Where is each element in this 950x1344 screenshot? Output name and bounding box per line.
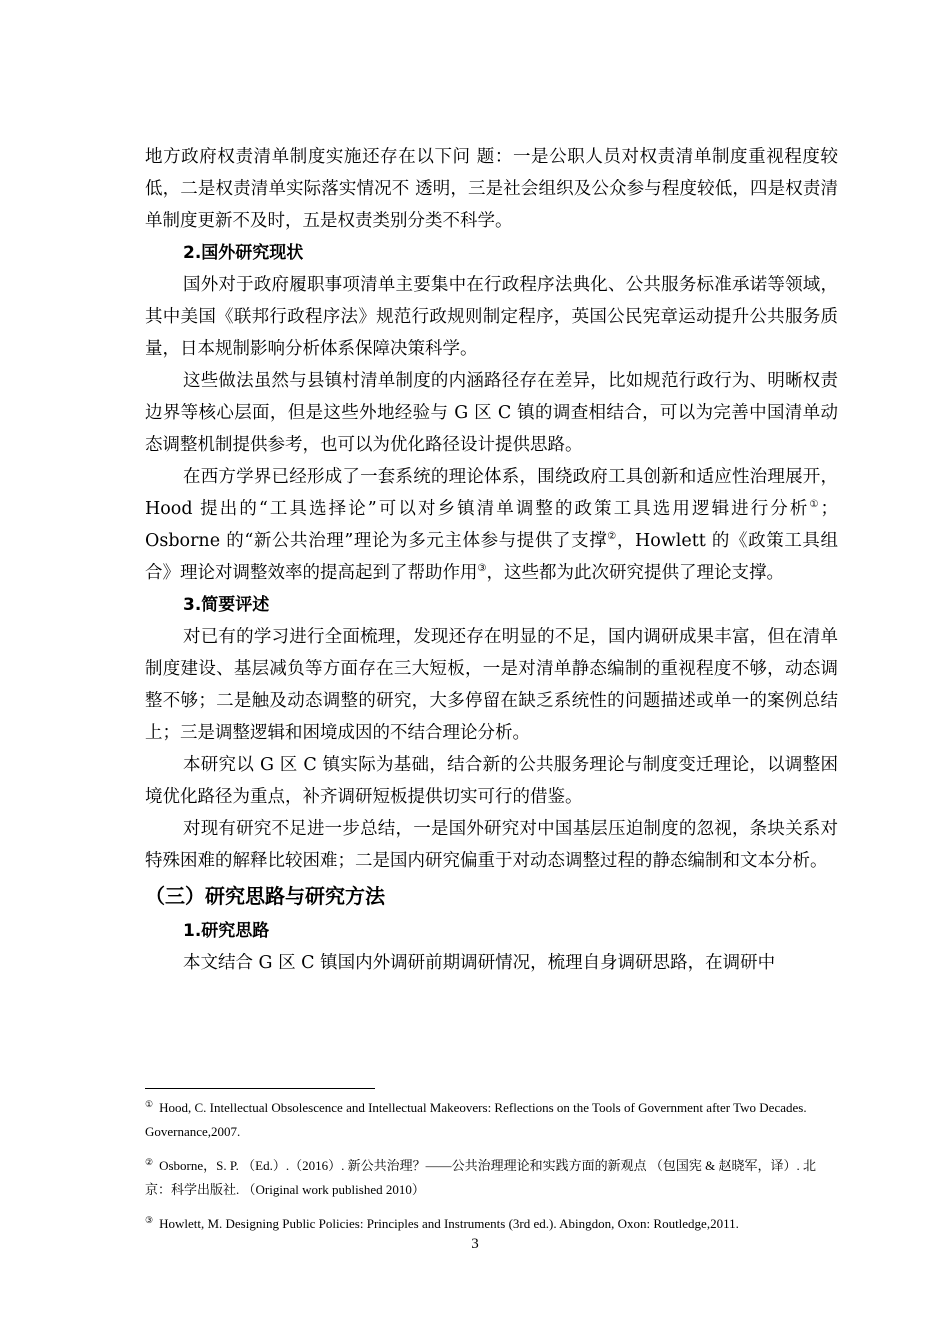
footnote-separator	[145, 1088, 375, 1089]
paragraph: 地方政府权责清单制度实施还存在以下问 题：一是公职人员对权责清单制度重视程度较低，二是权责清单实际落实情况不 透明，三是社会组织及公众参与程度较低，四是权责清单制度更新不及时，五是权责类别分类不科学。	[145, 147, 838, 231]
footnote-mark: ②	[145, 1156, 154, 1167]
footnote-mark: ①	[145, 1098, 154, 1109]
paragraph-with-footnotes	[145, 461, 838, 589]
heading-foreign-research: 2.国外研究现状	[183, 243, 304, 263]
text-run: ，Howlett 的《政策工具组合》理论对调整效率的提高起到了帮助作用	[145, 531, 839, 583]
paragraph: 这些做法虽然与县镇村清单制度的内涵路径存在差异，比如规范行政行为、明晰权责边界等核心层面，但是这些外地经验与 G 区 C 镇的调查相结合，可以为完善中国清单动态调整机制提供参考，也可以为优化路径设计提供思路。	[145, 371, 838, 455]
footnote-1	[145, 1096, 838, 1144]
footnote-ref-2[interactable]: ②	[607, 531, 617, 543]
heading-section-3: （三）研究思路与研究方法	[145, 884, 385, 908]
page-number: 3	[471, 1236, 479, 1252]
footnote-text: Osborne，S. P. （Ed.）.（2016）. 新公共治理？——公共治理理论和实践方面的新观点 （包国宪 & 赵晓军，译）. 北京：科学出版社. （Original work published 2010）	[145, 1158, 816, 1197]
body-text	[145, 141, 838, 979]
footnote-text: Hood, C. Intellectual Obsolescence and Intellectual Makeovers: Reflections on the Tools of Government after Two Decades. Governance,2007.	[145, 1100, 807, 1139]
footnote-2	[145, 1154, 838, 1202]
footnotes	[145, 1096, 838, 1246]
paragraph: 国外对于政府履职事项清单主要集中在行政程序法典化、公共服务标准承诺等领域，其中美国《联邦行政程序法》规范行政规则制定程序，英国公民宪章运动提升公共服务质量，日本规制影响分析体系保障决策科学。	[145, 275, 838, 359]
text-run: ；Osborne 的“新公共治理”理论为多元主体参与提供了支撑	[145, 499, 838, 551]
footnote-3	[145, 1212, 838, 1236]
heading-research-idea: 1.研究思路	[183, 921, 270, 941]
text-run: 在西方学界已经形成了一套系统的理论体系，围绕政府工具创新和适应性治理展开，Hood 提出的“工具选择论”可以对乡镇清单调整的政策工具选用逻辑进行分析	[145, 467, 838, 519]
footnote-ref-1[interactable]: ①	[809, 499, 821, 511]
text-run: ，这些都为此次研究提供了理论支撑。	[486, 563, 784, 583]
footnote-ref-3[interactable]: ③	[477, 563, 487, 575]
footnote-mark: ③	[145, 1214, 154, 1225]
heading-brief-review: 3.简要评述	[183, 595, 270, 615]
paragraph: 本研究以 G 区 C 镇实际为基础，结合新的公共服务理论与制度变迁理论，以调整困境优化路径为重点，补齐调研短板提供切实可行的借鉴。	[145, 755, 838, 807]
paragraph: 本文结合 G 区 C 镇国内外调研前期调研情况，梳理自身调研思路，在调研中	[183, 953, 776, 973]
paragraph: 对现有研究不足进一步总结，一是国外研究对中国基层压迫制度的忽视，条块关系对特殊困难的解释比较困难；二是国内研究偏重于对动态调整过程的静态编制和文本分析。	[145, 819, 838, 871]
paragraph: 对已有的学习进行全面梳理，发现还存在明显的不足，国内调研成果丰富，但在清单制度建设、基层减负等方面存在三大短板，一是对清单静态编制的重视程度不够，动态调整不够；二是触及动态调整的研究，大多停留在缺乏系统性的问题描述或单一的案例总结上；三是调整逻辑和困境成因的不结合理论分析。	[145, 627, 838, 743]
footnote-text: Howlett, M. Designing Public Policies: Principles and Instruments (3rd ed.). Abingdon, Oxon: Routledge,2011.	[159, 1216, 739, 1231]
